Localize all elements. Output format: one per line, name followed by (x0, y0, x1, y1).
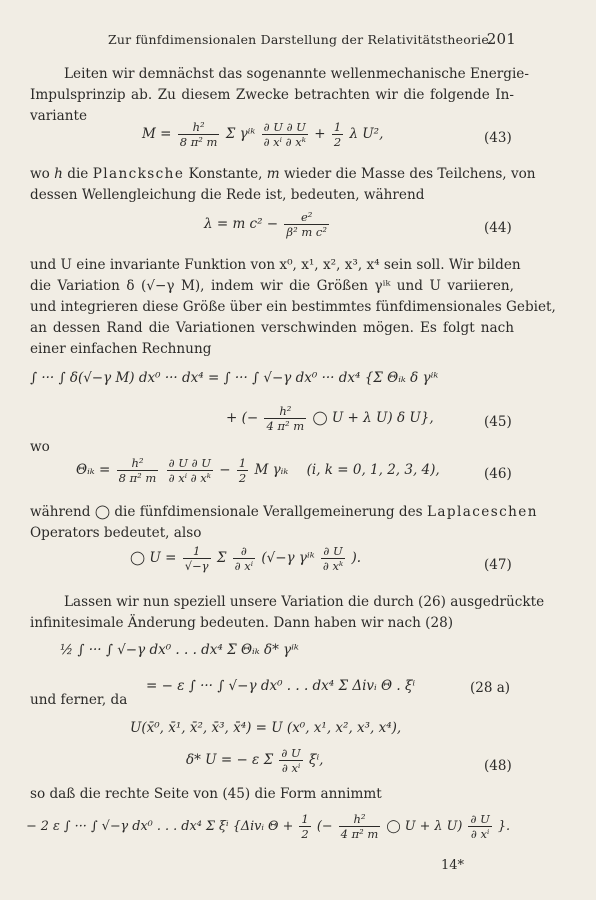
equation-48-line-1: U(x̄⁰, x̄¹, x̄², x̄³, x̄⁴) = U (x⁰, x¹, x², x³, x⁴), (130, 720, 402, 736)
eq-48-fraction: $\frac{\partial U}{\text{∂ xⁱ}}$ (281, 746, 301, 775)
eq-46-fraction-2: $\frac{\partial U \partial U}{\text{∂ xⁱ ∂ xᵏ}}$ (168, 456, 211, 485)
eq-43-sum: Σ γⁱᵏ (225, 126, 256, 142)
equation-number-28a: (28 a) (470, 680, 511, 696)
equation-28a-line-2: = − ε ∫ ··· ∫ √−γ dx⁰ . . . dx⁴ Σ Δivᵢ Θ . ξⁱ (146, 678, 416, 694)
running-header (108, 32, 516, 47)
text-line: und ferner, da (30, 692, 128, 708)
text-line: Impulsprinzip ab. Zu diesem Zwecke betrachten wir die folgende In- (30, 87, 514, 103)
text-line: variante (30, 108, 87, 124)
paragraph-specialization (30, 592, 545, 634)
paragraph-variation (30, 255, 556, 360)
eq-44-lhs: λ = m c² − (204, 216, 279, 232)
text-line: dessen Wellengleichung die Rede ist, bedeuten, während (30, 187, 425, 203)
page-number: 201 (486, 30, 516, 48)
running-title: Zur fünfdimensionalen Darstellung der Relativitätstheorie. (108, 32, 494, 47)
equation-number-48: (48) (484, 758, 512, 774)
eq-46-fraction-3: $\frac{1}{2}$ (238, 456, 247, 485)
eq-43-plus: + (314, 126, 326, 142)
text-line: und integrieren diese Größe über ein bestimmtes fünfdimensionales Gebiet, (30, 299, 556, 315)
text-line: Lassen wir nun speziell unsere Variation die durch (26) ausgedrückte (64, 594, 545, 610)
equation-47: ◯ U = $\frac{1}{√-\gamma}$ Σ $\frac{\partial}{\text{∂ xⁱ}}$ (√−γ γⁱᵏ $\frac{\partial U}{\text{∂ xᵏ}}$ ). (130, 544, 362, 573)
text-line: die Variation δ (√−γ M), indem wir die Größen γⁱᵏ und U variieren, (30, 278, 514, 294)
equation-number-46: (46) (484, 466, 512, 482)
equation-final: − 2 ε ∫ ··· ∫ √−γ dx⁰ . . . dx⁴ Σ ξⁱ {Δivᵢ Θ + $\frac{1}{2}$ (− $\frac{\text{h²}}{\text{4 π² m}}$ ◯ U + λ U) $\frac{\partial U}{\text{∂ xⁱ}}$ }. (26, 812, 511, 841)
eq-45-fraction: $\frac{\text{h²}}{\text{4 π² m}}$ (266, 404, 305, 433)
paragraph-laplace (30, 502, 538, 544)
signature-mark: 14* (440, 858, 464, 873)
text-line: an dessen Rand die Variationen verschwinden mögen. Es folgt nach (30, 320, 514, 336)
eq-43-tail: λ U², (349, 126, 384, 142)
text-line: infinitesimale Änderung bedeuten. Dann haben wir nach (28) (30, 615, 454, 631)
eq-43-lhs: M = (142, 126, 172, 142)
equation-number-43: (43) (484, 130, 512, 146)
paragraph-intro (30, 64, 529, 127)
eq-47-fraction-2: $\frac{\partial}{\text{∂ xⁱ}}$ (234, 544, 254, 573)
paragraph-so-dass (30, 784, 514, 805)
eq-final-fraction-2: $\frac{\text{h²}}{\text{4 π² m}}$ (340, 812, 379, 841)
equation-number-47: (47) (484, 557, 512, 573)
eq-final-fraction-3: $\frac{\partial U}{\text{∂ xⁱ}}$ (470, 812, 490, 841)
eq-46-fraction-1: $\frac{\text{h²}}{\text{8 π² m}}$ (118, 456, 157, 485)
eq-43-fraction-3: $\frac{1}{2}$ (333, 120, 342, 149)
text-line: einer einfachen Rechnung (30, 341, 212, 357)
text-line: und U eine invariante Funktion von x⁰, x¹, x², x³, x⁴ sein soll. Wir bilden (30, 257, 521, 273)
text-line: Operators bedeutet, also (30, 525, 202, 541)
text-line: so daß die rechte Seite von (45) die Form annimmt (30, 786, 382, 802)
paragraph-planck (30, 164, 536, 206)
text-line: wo (30, 439, 50, 455)
equation-46: Θᵢₖ = $\frac{\text{h²}}{\text{8 π² m}}$ $\frac{\partial U \partial U}{\text{∂ xⁱ ∂ xᵏ}}$ − $\frac{1}{2}$ M γᵢₖ (i, k = 0, 1, 2, 3, 4), (76, 456, 440, 485)
equation-43 (142, 120, 383, 149)
text-line: wo h die Plancksche Konstante, m wieder die Masse des Teilchens, von (30, 166, 536, 182)
eq-47-fraction-1: $\frac{1}{√-\gamma}$ (184, 544, 209, 573)
eq-47-fraction-3: $\frac{\partial U}{\text{∂ xᵏ}}$ (322, 544, 344, 573)
eq-43-fraction-2: $\frac{\partial U \partial U}{\text{∂ xⁱ ∂ xᵏ}}$ (263, 120, 306, 149)
equation-28a-line-1: ½ ∫ ··· ∫ √−γ dx⁰ . . . dx⁴ Σ Θᵢₖ δ* γⁱᵏ (60, 642, 299, 658)
eq-44-fraction: $\frac{\text{e²}}{\text{β² m c²}}$ (286, 210, 327, 239)
equation-number-44: (44) (484, 220, 512, 236)
equation-45-line-1: ∫ ··· ∫ δ(√−γ M) dx⁰ ··· dx⁴ = ∫ ··· ∫ √−γ dx⁰ ··· dx⁴ {Σ Θᵢₖ δ γⁱᵏ (30, 370, 439, 386)
eq-final-fraction-1: $\frac{1}{2}$ (301, 812, 309, 841)
equation-48-line-2: δ* U = − ε Σ $\frac{\partial U}{\text{∂ xⁱ}}$ ξⁱ, (186, 746, 324, 775)
label-und-ferner (30, 690, 514, 711)
equation-44 (204, 210, 331, 239)
text-line: Leiten wir demnächst das sogenannte wellenmechanische Energie- (64, 66, 529, 82)
equation-45-line-2: + (− $\frac{\text{h²}}{\text{4 π² m}}$ ◯ U + λ U) δ U}, (226, 404, 434, 433)
text-line: während ◯ die fünfdimensionale Verallgemeinerung des Laplaceschen (30, 504, 538, 520)
label-wo (30, 437, 514, 458)
eq-43-fraction-1: $\frac{\text{h²}}{\text{8 π² m}}$ (179, 120, 218, 149)
equation-number-45: (45) (484, 414, 512, 430)
